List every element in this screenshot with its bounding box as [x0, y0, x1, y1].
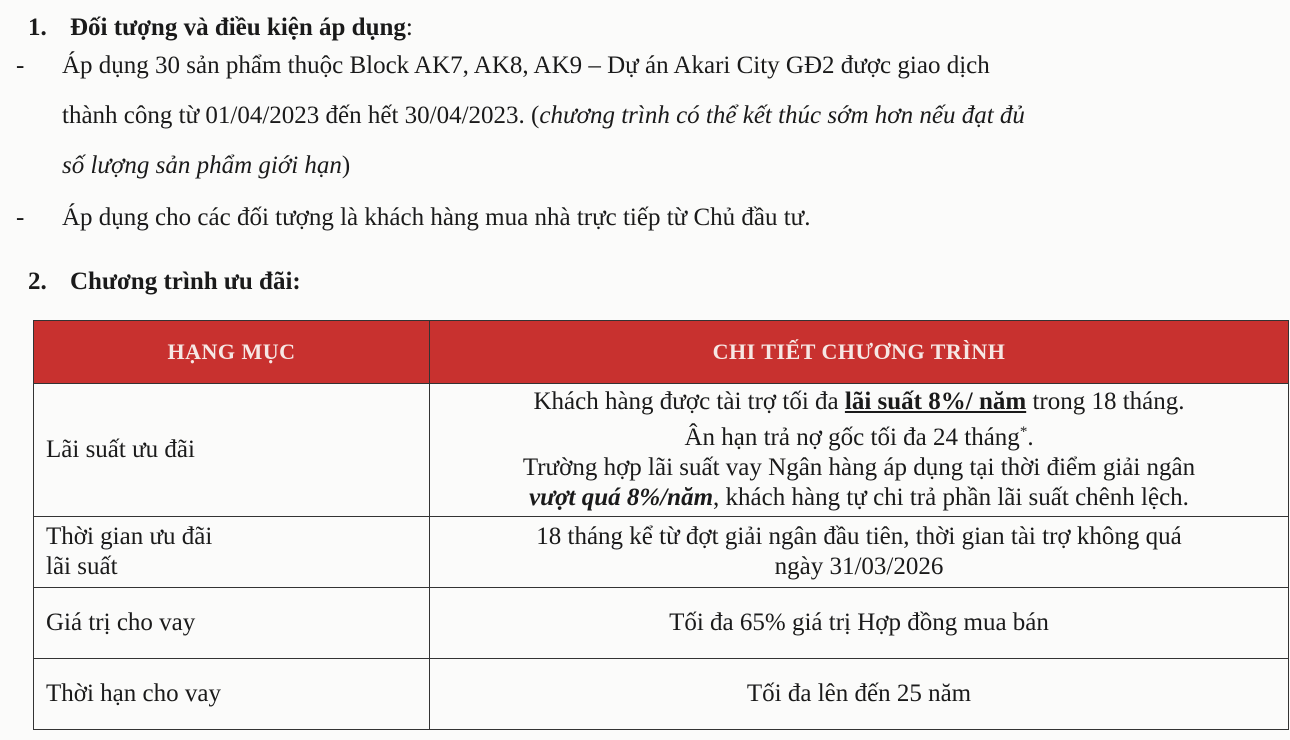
table-row — [34, 588, 1289, 659]
row-1-detail-line-2: Ân hạn trả nợ gốc tối đa 24 tháng*. — [684, 424, 1034, 451]
header-details: CHI TIẾT CHƯƠNG TRÌNH — [430, 321, 1289, 384]
row-1-detail-line-4: vượt quá 8%/năm, khách hàng tự chi trả phần lãi suất chênh lệch. — [529, 484, 1189, 511]
bullet-1-line-3-plain: ) — [341, 152, 351, 179]
row-3-category: Giá trị cho vay — [34, 588, 430, 659]
section-1-heading — [28, 14, 413, 42]
table-header-row — [34, 321, 1289, 384]
section-1-colon: : — [405, 14, 413, 41]
table-row — [34, 659, 1289, 730]
bullet-1-line-3 — [62, 152, 350, 180]
row-3-details: Tối đa 65% giá trị Hợp đồng mua bán — [430, 588, 1289, 659]
asterisk-footnote: * — [1019, 424, 1028, 440]
table-row — [34, 517, 1289, 588]
section-2-number: 2. — [28, 268, 47, 295]
bullet-2-line-1: Áp dụng cho các đối tượng là khách hàng mua nhà trực tiếp từ Chủ đầu tư. — [62, 204, 811, 231]
row-2-category: Thời gian ưu đãi lãi suất — [34, 517, 430, 588]
section-1-title: Đối tượng và điều kiện áp dụng — [70, 14, 406, 41]
bullet-dash-1: - — [16, 52, 25, 79]
bullet-1-line-3-italic: số lượng sản phẩm giới hạn — [62, 152, 342, 179]
row-2-details: 18 tháng kể từ đợt giải ngân đầu tiên, thời gian tài trợ không quá ngày 31/03/2026 — [430, 517, 1289, 588]
bullet-1-line-2-italic: chương trình có thể kết thúc sớm hơn nếu đạt đủ — [539, 102, 1025, 129]
row-4-details: Tối đa lên đến 25 năm — [430, 659, 1289, 730]
bullet-1-line-1: Áp dụng 30 sản phẩm thuộc Block AK7, AK8, AK9 – Dự án Akari City GĐ2 được giao dịch — [62, 52, 990, 79]
bullet-1-line-2 — [62, 102, 1025, 130]
row-1-detail-line-1: Khách hàng được tài trợ tối đa lãi suất 8%/ năm trong 18 tháng. — [533, 388, 1185, 415]
row-1-category: Lãi suất ưu đãi — [34, 384, 430, 517]
row-4-category: Thời hạn cho vay — [34, 659, 430, 730]
table-row — [34, 384, 1289, 517]
interest-rate-highlight: lãi suất 8%/ năm — [844, 388, 1027, 415]
row-1-details — [430, 384, 1289, 517]
section-2-title: Chương trình ưu đãi: — [70, 268, 301, 295]
row-1-detail-line-3: Trường hợp lãi suất vay Ngân hàng áp dụng tại thời điểm giải ngân — [522, 454, 1196, 481]
section-2-heading — [28, 268, 301, 296]
exceed-rate-highlight: vượt quá 8%/năm — [529, 484, 714, 511]
header-category: HẠNG MỤC — [34, 321, 430, 384]
bullet-dash-2: - — [16, 204, 25, 231]
promotion-table — [33, 320, 1289, 730]
section-1-number: 1. — [28, 14, 47, 41]
bullet-1-line-2-plain: thành công từ 01/04/2023 đến hết 30/04/2023. ( — [62, 102, 540, 129]
